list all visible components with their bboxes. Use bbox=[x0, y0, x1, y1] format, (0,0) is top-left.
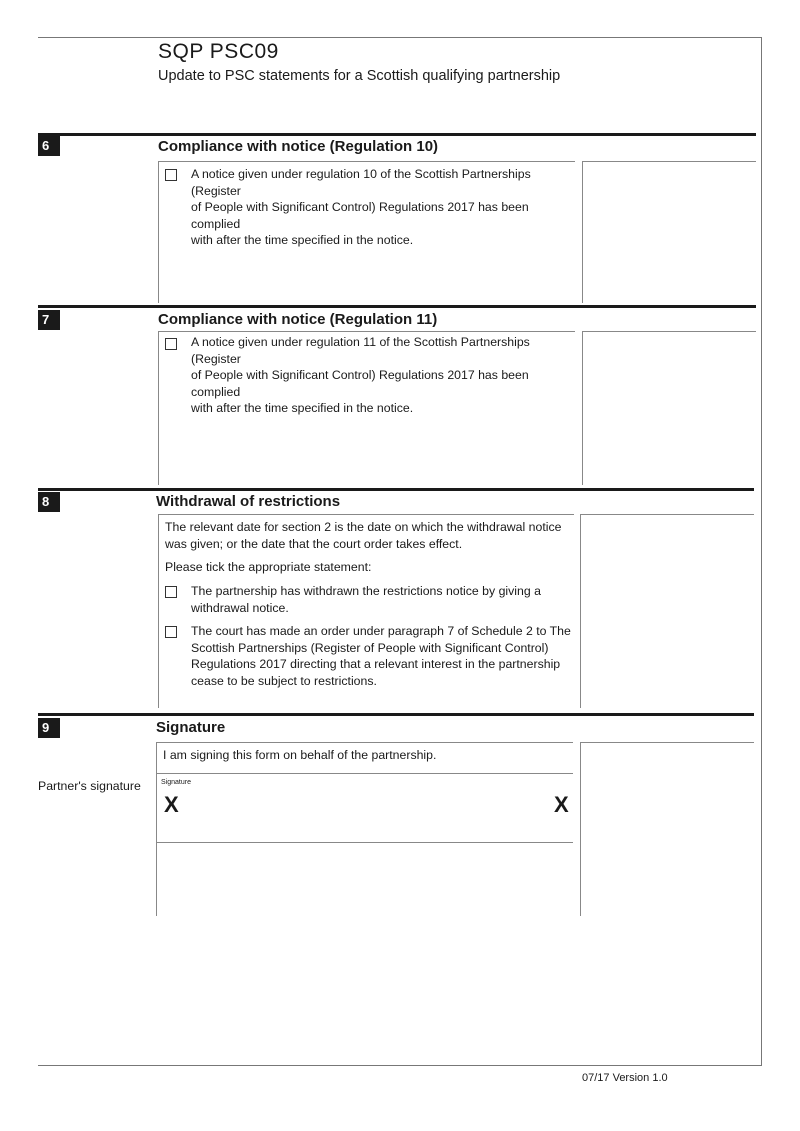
section-9-box-top bbox=[156, 742, 573, 743]
signature-field[interactable] bbox=[157, 774, 573, 842]
withdrawal-intro: The relevant date for section 2 is the date on which the withdrawal notice was given; or the date that the court order takes effect. bbox=[165, 520, 562, 551]
regulation-10-statement: A notice given under regulation 10 of the Scottish Partnerships (Register of People with Significant Control) Regulations 2017 has been complied with after the time specified in the notice. bbox=[191, 167, 531, 247]
section-6-box-left bbox=[158, 161, 159, 303]
section-8-box-top bbox=[158, 514, 574, 515]
section-8-guidance-left bbox=[580, 514, 581, 708]
page-frame-right bbox=[761, 37, 762, 1066]
section-9-number: 9 bbox=[38, 718, 60, 738]
signature-end-cross: X bbox=[554, 792, 569, 817]
section-7-bar bbox=[38, 305, 756, 308]
section-7-number: 7 bbox=[38, 310, 60, 330]
section-8-box-left bbox=[158, 514, 159, 708]
page-frame-bottom bbox=[38, 1065, 761, 1066]
section-9-bar bbox=[38, 713, 754, 716]
signature-field-label: Signature bbox=[161, 779, 191, 786]
withdrawal-notice-statement: The partnership has withdrawn the restrictions notice by giving a withdrawal notice. bbox=[191, 584, 541, 615]
version-footer: 07/17 Version 1.0 bbox=[582, 1072, 668, 1084]
section-6-title: Compliance with notice (Regulation 10) bbox=[158, 138, 439, 155]
section-8-guidance-top bbox=[580, 514, 754, 515]
section-6-number: 6 bbox=[38, 136, 60, 156]
court-order-statement: The court has made an order under paragraph 7 of Schedule 2 to The Scottish Partnerships (Register of People with Significant Control) Regulations 2017 directing that a relevant interest in the partnership cease to be subject to restrictions. bbox=[191, 624, 571, 688]
withdrawal-notice-checkbox[interactable] bbox=[165, 586, 177, 598]
regulation-11-statement: A notice given under regulation 11 of the Scottish Partnerships (Register of People with Significant Control) Regulations 2017 has been complied with after the time specified in the notice. bbox=[191, 335, 530, 415]
section-7-title: Compliance with notice (Regulation 11) bbox=[158, 311, 438, 328]
tick-instruction: Please tick the appropriate statement: bbox=[165, 560, 372, 574]
section-6-guidance-left bbox=[582, 161, 583, 303]
court-order-checkbox[interactable] bbox=[165, 626, 177, 638]
form-code: SQP PSC09 bbox=[158, 40, 279, 63]
partner-signature-label: Partner's signature bbox=[38, 779, 141, 793]
section-7-box-left bbox=[158, 331, 159, 485]
section-6-box-top bbox=[158, 161, 575, 162]
section-9-guidance-left bbox=[580, 742, 581, 916]
section-9-title: Signature bbox=[156, 719, 226, 736]
form-title: Update to PSC statements for a Scottish qualifying partnership bbox=[158, 68, 561, 84]
page-frame-top bbox=[38, 37, 761, 38]
section-6-guidance-top bbox=[582, 161, 756, 162]
section-7-guidance-top bbox=[582, 331, 756, 332]
section-7-box-top bbox=[158, 331, 575, 332]
signature-start-cross: X bbox=[164, 792, 179, 817]
section-9-guidance-top bbox=[580, 742, 754, 743]
section-6-bar bbox=[38, 133, 756, 136]
section-8-title: Withdrawal of restrictions bbox=[156, 493, 341, 510]
signature-box-bottom bbox=[156, 842, 573, 843]
section-8-bar bbox=[38, 488, 754, 491]
section-8-number: 8 bbox=[38, 492, 60, 512]
signing-statement: I am signing this form on behalf of the partnership. bbox=[163, 748, 437, 762]
regulation-11-checkbox[interactable] bbox=[165, 338, 177, 350]
section-7-guidance-left bbox=[582, 331, 583, 485]
regulation-10-checkbox[interactable] bbox=[165, 169, 177, 181]
